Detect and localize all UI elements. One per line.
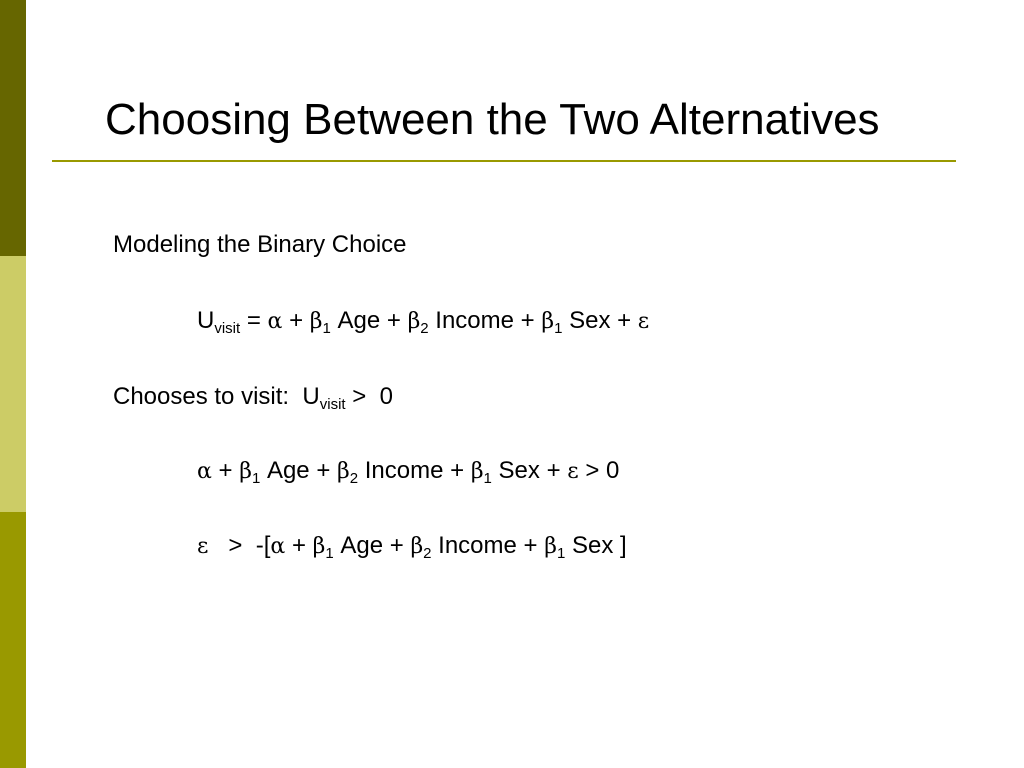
beta-symbol: β	[312, 534, 326, 559]
slide-title: Choosing Between the Two Alternatives	[105, 95, 880, 144]
u-symbol: U	[197, 307, 215, 334]
epsilon-symbol: ε	[637, 309, 650, 334]
heading-modeling-binary-choice: Modeling the Binary Choice	[113, 231, 407, 258]
beta-symbol: β	[239, 459, 252, 484]
accent-bar-middle	[0, 256, 26, 512]
inequality-expanded: $\alpha + \beta_1$ Age + $\beta_2$ Income + $\beta_1$ Sex + ε > 0	[197, 457, 620, 487]
epsilon-symbol: ε	[567, 459, 579, 484]
alpha-symbol: α	[197, 459, 212, 484]
beta-symbol: β	[541, 309, 555, 334]
beta-symbol: β	[544, 534, 557, 559]
beta-symbol: β	[337, 459, 350, 484]
alpha-symbol: α	[270, 534, 286, 559]
u-subscript: visit	[214, 320, 241, 337]
inequality-epsilon: $\varepsilon > -[\alpha + \beta_1$ Age + $\beta_2$ Income + $\beta_1$ Sex ]	[197, 532, 627, 562]
alpha-symbol: α	[267, 309, 283, 334]
beta-symbol: β	[407, 309, 421, 334]
beta-symbol: β	[410, 534, 424, 559]
choice-condition: Chooses to visit: $U_{visit} > 0$	[113, 383, 393, 413]
u-subscript: visit	[319, 396, 346, 413]
utility-equation: $U_{visit} = \alpha + \beta_1$ Age + $\beta_2$ Income + $\beta_1$ Sex + ε	[197, 307, 650, 337]
accent-bar-bottom	[0, 512, 26, 768]
accent-bar-top	[0, 0, 26, 256]
title-underline	[52, 160, 956, 162]
epsilon-symbol: ε	[197, 534, 209, 559]
beta-symbol: β	[309, 309, 323, 334]
beta-symbol: β	[470, 459, 484, 484]
